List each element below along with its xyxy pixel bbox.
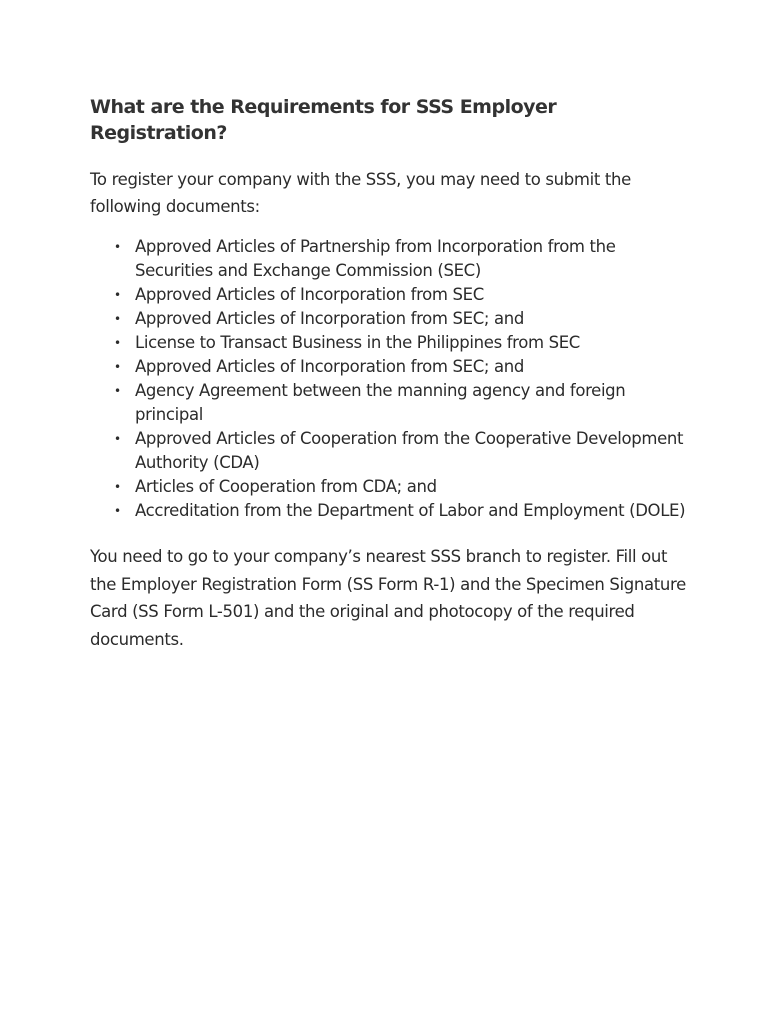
list-item-text: Approved Articles of Incorporation from SEC xyxy=(135,285,484,304)
list-item-text: Agency Agreement between the manning agency and foreign principal xyxy=(135,381,626,424)
list-item-text: License to Transact Business in the Philippines from SEC xyxy=(135,333,580,352)
bullet-icon: • xyxy=(114,480,121,494)
list-item xyxy=(90,355,690,379)
list-item-text: Approved Articles of Cooperation from the Cooperative Development Authority (CDA) xyxy=(135,429,684,472)
list-item-text: Accreditation from the Department of Labor and Employment (DOLE) xyxy=(135,501,686,520)
article xyxy=(90,94,690,653)
intro-paragraph: To register your company with the SSS, you may need to submit the following documents: xyxy=(90,170,631,216)
list-item-text: Articles of Cooperation from CDA; and xyxy=(135,477,437,496)
list-item xyxy=(90,475,690,499)
list-item-text: Approved Articles of Incorporation from SEC; and xyxy=(135,357,525,376)
bullet-icon: • xyxy=(114,288,121,302)
bullet-icon: • xyxy=(114,312,121,326)
bullet-icon: • xyxy=(114,384,121,398)
bullet-icon: • xyxy=(114,360,121,374)
requirements-list xyxy=(90,235,690,523)
bullet-icon: • xyxy=(114,240,121,254)
list-item xyxy=(90,331,690,355)
list-item xyxy=(90,307,690,331)
list-item xyxy=(90,427,690,475)
list-item xyxy=(90,379,690,427)
list-item-text: Approved Articles of Incorporation from SEC; and xyxy=(135,309,525,328)
page-title: What are the Requirements for SSS Employer Registration? xyxy=(90,96,557,144)
list-item xyxy=(90,283,690,307)
list-item xyxy=(90,499,690,523)
list-item xyxy=(90,235,690,283)
bullet-icon: • xyxy=(114,432,121,446)
bullet-icon: • xyxy=(114,336,121,350)
list-item-text: Approved Articles of Partnership from Incorporation from the Securities and Exchange Commission (SEC) xyxy=(135,237,616,280)
bullet-icon: • xyxy=(114,504,121,518)
closing-paragraph: You need to go to your company’s nearest SSS branch to register. Fill out the Employer Registration Form (SS Form R-1) and the Specimen Signature Card (SS Form L-501) and the original and photocopy of the required documents. xyxy=(90,547,686,649)
